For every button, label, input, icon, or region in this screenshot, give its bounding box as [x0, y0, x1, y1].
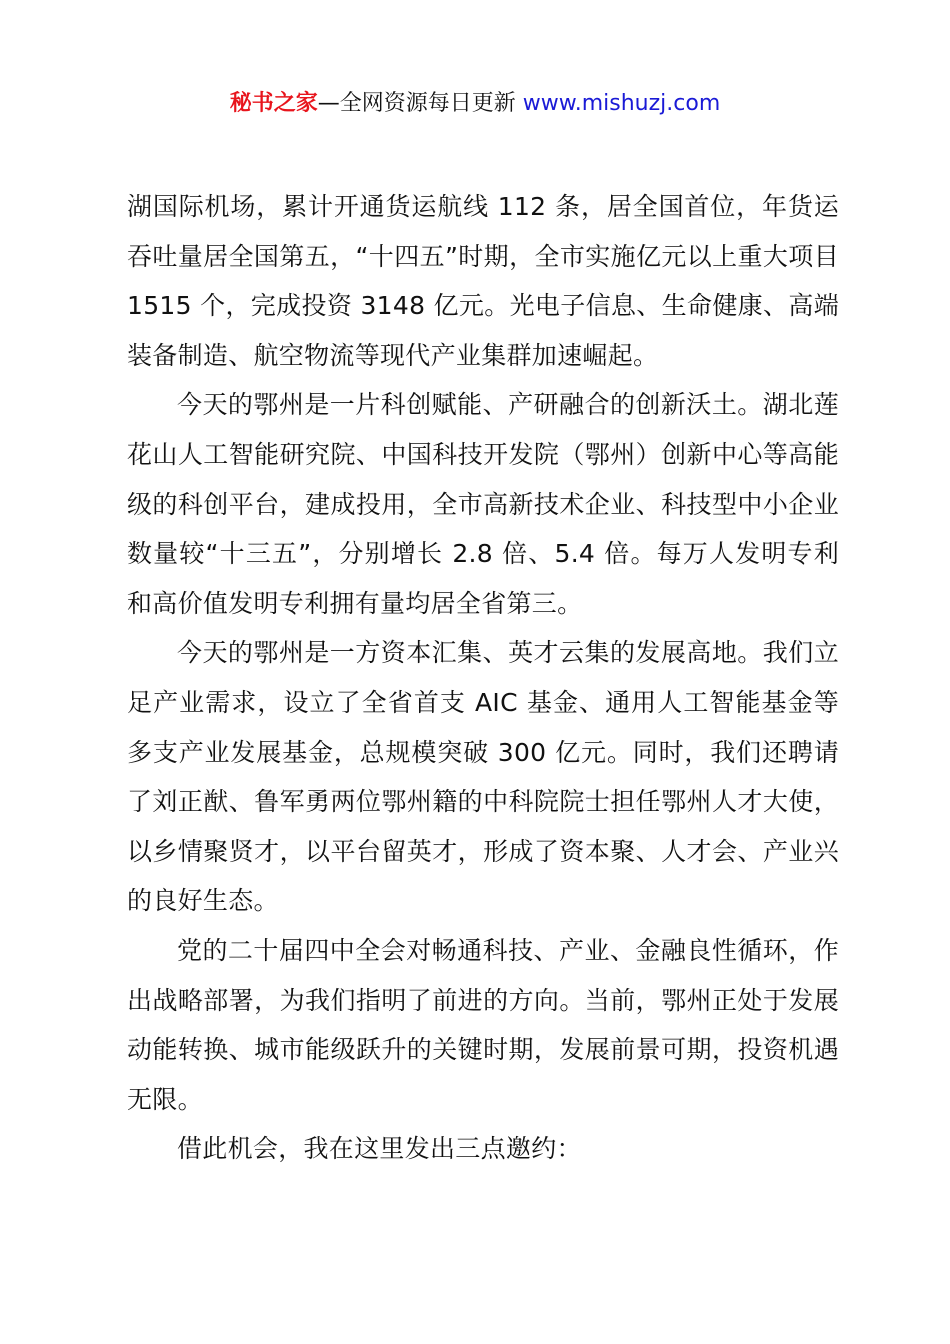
paragraph-continued: 湖国际机场，累计开通货运航线 112 条，居全国首位，年货运吞吐量居全国第五，“十四五”时期，全市实施亿元以上重大项目 1515 个，完成投资 3148 亿元。光电子信息、生命健康、高端装备制造、航空物流等现代产业集群加速崛起。 — [127, 192, 839, 370]
site-url-link[interactable]: www.mishuzj.com — [522, 91, 721, 116]
paragraph-development: 党的二十届四中全会对畅通科技、产业、金融良性循环，作出战略部署，为我们指明了前进的方向。当前，鄂州正处于发展动能转换、城市能级跃升的关键时期，发展前景可期，投资机遇无限。 — [127, 935, 839, 1114]
page-header — [0, 86, 950, 122]
brand-name: 秘书之家 — [229, 91, 318, 116]
paragraph-capital-talent: 今天的鄂州是一方资本汇集、英才云集的发展高地。我们立足产业需求，设立了全省首支 AIC 基金、通用人工智能基金等多支产业发展基金，总规模突破 300 亿元。同时，我们还聘请了刘正猷、鲁军勇两位鄂州籍的中科院院士担任鄂州人才大使，以乡情聚贤才，以平台留英才，形成了资本聚、人才会、产业兴的良好生态。 — [127, 638, 839, 916]
paragraph-invitation: 借此机会，我在这里发出三点邀约： — [177, 1134, 582, 1164]
paragraph-innovation: 今天的鄂州是一片科创赋能、产研融合的创新沃土。湖北莲花山人工智能研究院、中国科技开发院（鄂州）创新中心等高能级的科创平台，建成投用，全市高新技术企业、科技型中小企业数量较“十三五”，分别增长 2.8 倍、5.4 倍。每万人发明专利和高价值发明专利拥有量均居全省第三。 — [127, 390, 839, 618]
header-tagline: —全网资源每日更新 — [317, 91, 516, 116]
document-body — [127, 182, 839, 1174]
